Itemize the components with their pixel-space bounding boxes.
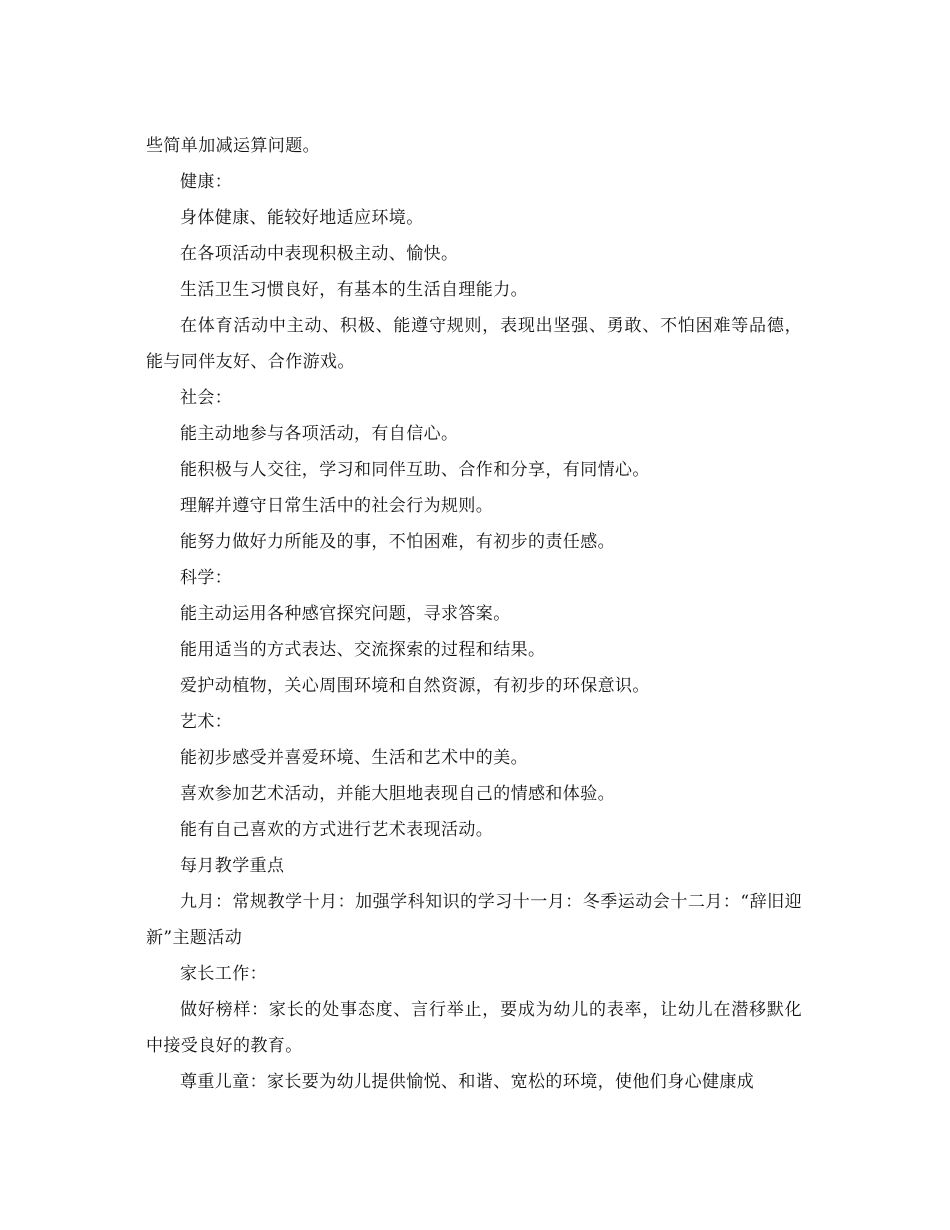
paragraph: 在各项活动中表现积极主动、愉快。 [180,244,459,264]
section-heading-health: 健康： [180,172,233,192]
paragraph: 能用适当的方式表达、交流探索的过程和结果。 [180,640,546,660]
paragraph: 些简单加减运算问题。 [146,136,320,156]
paragraph: 喜欢参加艺术活动，并能大胆地表现自己的情感和体验。 [180,784,615,804]
paragraph: 尊重儿童：家长要为幼儿提供愉悦、和谐、宽松的环境，使他们身心健康成 [180,1072,755,1092]
section-heading-monthly-focus: 每月教学重点 [180,856,285,876]
paragraph: 爱护动植物，关心周围环境和自然资源，有初步的环保意识。 [180,676,650,696]
paragraph: 在体育活动中主动、积极、能遵守规则，表现出坚强、勇敢、不怕困难等品德，能与同伴友好、合作游戏。 [146,316,802,372]
paragraph: 能初步感受并喜爱环境、生活和艺术中的美。 [180,748,528,768]
section-heading-science: 科学： [180,568,233,588]
section-heading-parent-work: 家长工作： [180,964,267,984]
paragraph: 能有自己喜欢的方式进行艺术表现活动。 [180,820,494,840]
paragraph: 能主动运用各种感官探究问题，寻求答案。 [180,604,511,624]
paragraph: 做好榜样：家长的处事态度、言行举止，要成为幼儿的表率，让幼儿在潜移默化中接受良好的教育。 [146,1000,802,1056]
section-heading-society: 社会： [180,388,233,408]
paragraph: 能主动地参与各项活动，有自信心。 [180,424,459,444]
paragraph: 身体健康、能较好地适应环境。 [180,208,424,228]
document-body [146,128,802,1100]
section-heading-art: 艺术： [180,712,233,732]
paragraph: 能努力做好力所能及的事，不怕困难，有初步的责任感。 [180,532,615,552]
paragraph: 理解并遵守日常生活中的社会行为规则。 [180,496,494,516]
paragraph: 生活卫生习惯良好，有基本的生活自理能力。 [180,280,528,300]
paragraph: 能积极与人交往，学习和同伴互助、合作和分享，有同情心。 [180,460,650,480]
paragraph: 九月：常规教学十月：加强学科知识的学习十一月：冬季运动会十二月：“辞旧迎新”主题活动 [146,892,802,948]
